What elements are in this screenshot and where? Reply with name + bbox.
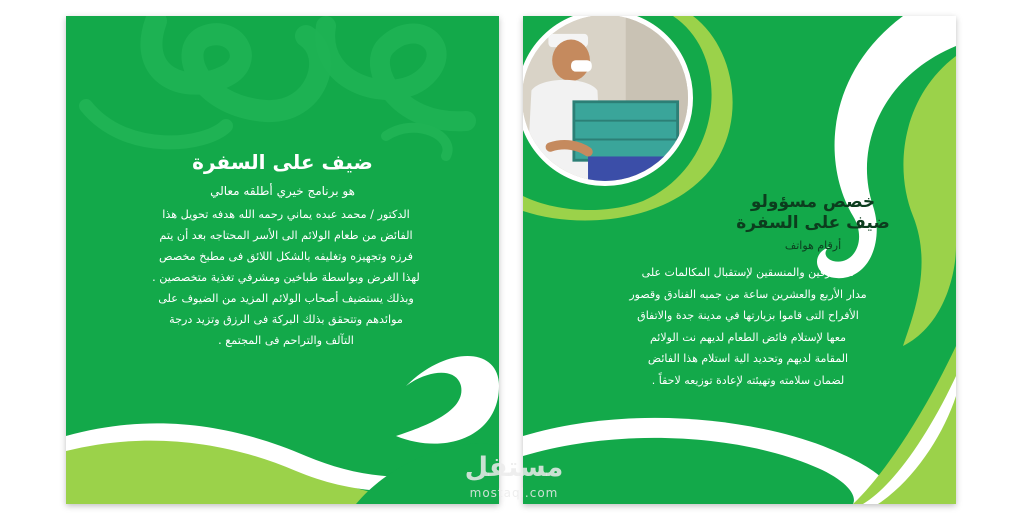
left-subtitle: هو برنامج خيري أطلقه معالي: [210, 184, 355, 198]
right-title-line1: خصص مسؤولو: [750, 192, 876, 212]
right-body-line: للمشرفين والمنسقين لإستقبال المكالمات على: [641, 266, 855, 279]
right-body: [583, 262, 913, 391]
left-panel: [66, 16, 499, 504]
watermark-latin: mostaql.com: [469, 486, 559, 500]
left-body: [126, 204, 446, 351]
left-body-line: الفائض من طعام الولائم الى الأسر المحتاجه بعد أن يتم: [159, 229, 413, 242]
left-body-line: لهذا الغرض وبواسطة طباخين ومشرفي تغذية متخصصين .: [152, 271, 420, 284]
watermark-arabic: مستقل: [464, 452, 564, 483]
left-body-line: وبذلك يستضيف أصحاب الولائم المزيد من الضيوف على: [158, 292, 414, 305]
left-body-line: الدكتور / محمد عبده يماني رحمه الله هدفه تحويل هذا: [162, 208, 410, 221]
left-title: ضيف على السفرة: [192, 150, 373, 174]
right-subtitle: أرقام هواتف: [784, 239, 842, 252]
left-body-line: فرزه وتجهيزه وتغليفه بالشكل اللائق فى مطبخ مخصص: [159, 250, 413, 263]
right-body-line: مدار الأربع والعشرين ساعة من جميه الفنادق وقصور: [629, 287, 867, 301]
right-body-line: الأفراح التى قاموا بزيارتها في مدينة جدة والاتفاق: [637, 309, 859, 322]
right-body-line: المقامة لديهم وتحديد الية استلام هذا الفائض: [647, 352, 849, 365]
right-body-line: معها لإستلام فائض الطعام لديهم نت الولائم: [649, 330, 847, 344]
right-title-line2: ضيف على السفرة: [736, 213, 890, 233]
right-body-line: لضمان سلامته وتهيئته لإعادة توزيعه لاحقاً .: [651, 373, 845, 387]
right-panel: [523, 16, 956, 504]
worker-illustration: [523, 16, 688, 181]
left-body-line: التآلف والتراحم فى المجتمع .: [218, 334, 354, 347]
left-body-line: موائدهم وتتحقق بذلك البركة فى الرزق وتزيد درجة: [169, 313, 403, 326]
mostaql-watermark: [452, 452, 576, 508]
